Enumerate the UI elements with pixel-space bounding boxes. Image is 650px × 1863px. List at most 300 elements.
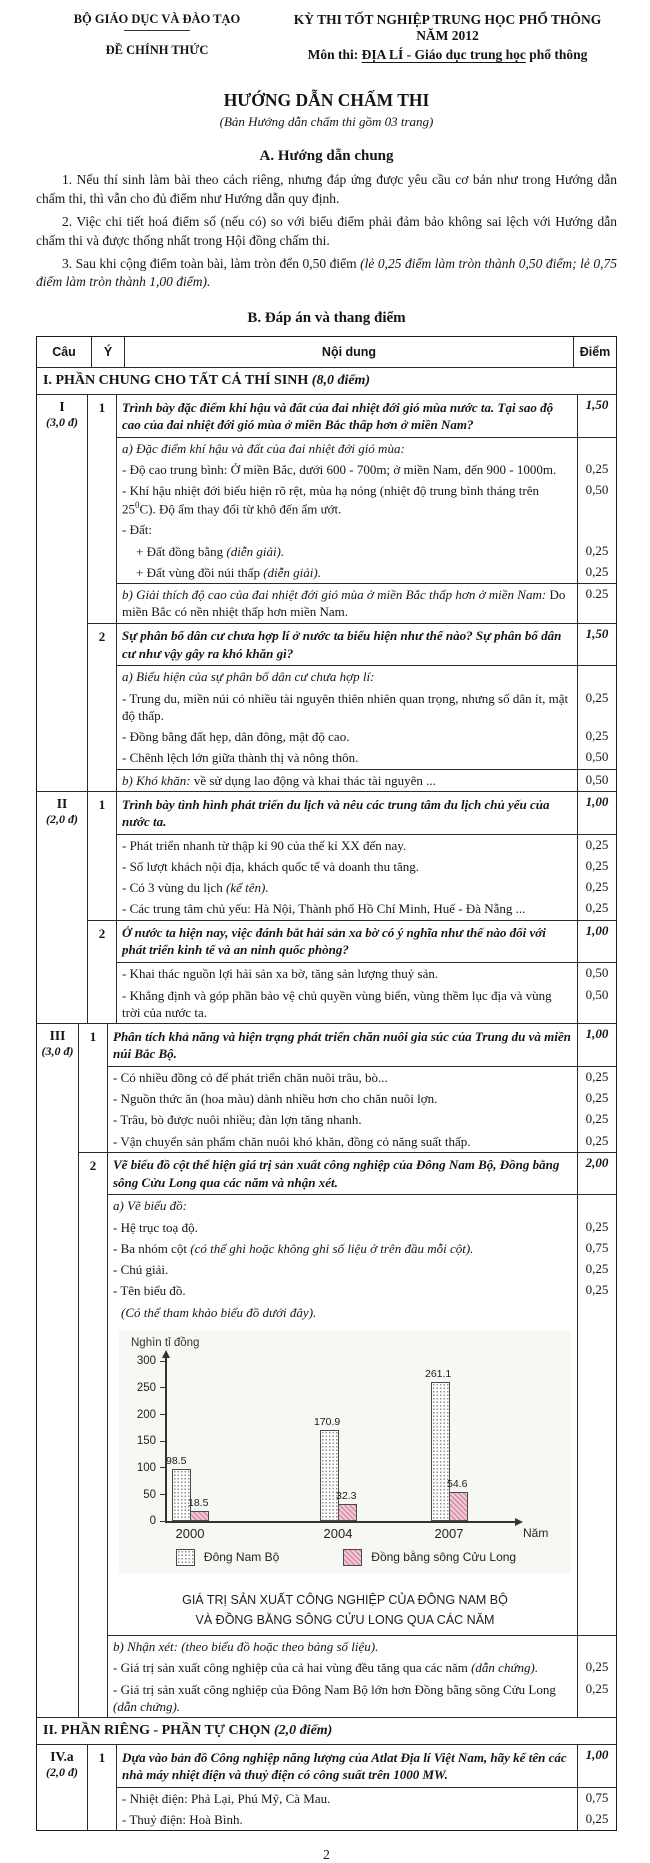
answer-text: [117, 985, 577, 1024]
score-cell: 0,25: [577, 541, 616, 562]
exam-title-block: [278, 12, 617, 63]
guideline-paragraph: [36, 171, 617, 209]
score-cell: 0,50: [577, 480, 616, 519]
score-cell: 0,25: [577, 562, 616, 583]
sub-question-row: [79, 1024, 616, 1152]
question-text-line: [108, 1024, 616, 1066]
score-cell: 0,50: [577, 770, 616, 791]
answer-block: [108, 1153, 616, 1195]
cau-cell: [37, 395, 88, 791]
document-header: [36, 12, 617, 63]
text-run: b) Giải thích độ cao của đai nhiệt đới gió mùa ở miền Bắc thấp hơn ở miền Nam:: [122, 587, 547, 603]
text-run: I. PHẦN CHUNG CHO TẤT CẢ THÍ SINH: [43, 373, 312, 389]
score-cell: 1,50: [577, 395, 616, 437]
sub-question-row: [88, 792, 616, 920]
subject-line: [278, 47, 617, 63]
x-tick-label: 2007: [434, 1526, 464, 1542]
answer-text: [117, 856, 577, 877]
score-cell: 0,25: [577, 1131, 616, 1152]
answer-key-table: [36, 336, 617, 1831]
column-header-y: Ý: [92, 337, 125, 367]
score-cell: [577, 666, 616, 687]
score-cell: 0,50: [577, 985, 616, 1024]
score-cell: 0,25: [577, 1679, 616, 1718]
score-cell: 1,50: [577, 624, 616, 666]
sub-questions: [79, 1024, 616, 1717]
score-cell: 0,25: [577, 1809, 616, 1830]
y-tick-label: 300: [136, 1355, 156, 1368]
score-cell: 2,00: [577, 1153, 616, 1195]
answer-line: [108, 1238, 616, 1259]
score-cell: 1,00: [577, 792, 616, 834]
x-tick-label: 2000: [175, 1526, 205, 1542]
score-cell: 0.25: [577, 584, 616, 623]
answer-line: [117, 835, 616, 856]
bar-dong-nam-bo: [320, 1430, 339, 1521]
legend-item: [343, 1549, 516, 1566]
answer-text: [108, 1217, 577, 1238]
text-run: - Khí hậu nhiệt đới biểu hiện rõ rệt, mùa hạ nóng (nhiệt độ trung bình tháng trên 25: [122, 483, 540, 517]
answer-line: [117, 747, 616, 768]
sub-question-number: 1: [88, 1745, 117, 1830]
sub-questions: [88, 395, 616, 791]
bar-dong-bang-song-cuu-long: [449, 1492, 468, 1521]
text-run: a) Biểu hiện của sự phân bố dân cư chưa hợp lí:: [122, 669, 375, 685]
cau-cell: [37, 792, 88, 1023]
answer-text: [108, 1302, 577, 1323]
question-text-line: [117, 1745, 616, 1787]
chart-legend: [125, 1549, 567, 1570]
score-cell: [577, 438, 616, 459]
answer-text: [117, 726, 577, 747]
subject-prefix: Môn thi:: [307, 47, 362, 62]
answer-line: [108, 1131, 616, 1152]
score-cell: [577, 1302, 616, 1323]
guideline-paragraph: [36, 213, 617, 251]
org-underline: [124, 30, 190, 31]
answer-text: [117, 770, 577, 791]
sub-questions: [88, 1745, 616, 1830]
bar-value-label: 261.1: [425, 1368, 452, 1381]
answer-block: [117, 769, 616, 791]
column-header-noidung: Nội dung: [321, 345, 377, 360]
y-tick-mark: [160, 1414, 165, 1415]
answer-text: [117, 688, 577, 727]
y-tick-label: 150: [136, 1435, 156, 1448]
text-run: 3. Sau khi cộng điểm toàn bài, làm tròn đến 0,50 điểm: [62, 255, 361, 271]
industrial-output-chart: [119, 1330, 571, 1630]
answer-line: [108, 1657, 616, 1678]
score-cell: 1,00: [577, 1745, 616, 1787]
answer-blocks: [117, 921, 616, 1023]
score-cell: [577, 1195, 616, 1216]
answer-line: [117, 898, 616, 919]
y-axis-unit-label: Nghìn tỉ đồng: [131, 1337, 200, 1350]
answer-line: [117, 459, 616, 480]
score-cell: 0,50: [577, 963, 616, 984]
answer-blocks: [108, 1153, 616, 1717]
answer-text: [117, 1788, 577, 1809]
answer-line: [108, 1067, 616, 1088]
bar-dong-bang-song-cuu-long: [338, 1504, 357, 1521]
answer-block: [117, 583, 616, 623]
text-run: + Đất đồng bằng: [136, 543, 227, 559]
sub-question-row: [88, 623, 616, 791]
answer-text: [117, 1745, 577, 1787]
text-run: - Nhiệt điện: Phả Lại, Phú Mỹ, Cà Mau.: [122, 1790, 331, 1806]
legend-label: Đồng bằng sông Cửu Long: [371, 1549, 517, 1564]
text-run: 1. Nếu thí sinh làm bài theo cách riêng, nhưng đáp ứng được yêu cầu cơ bản như trong Hướng dẫn chấm thi, thì vẫn cho đủ điểm như Hướng dẫn quy định.: [36, 172, 617, 206]
cau-cell: [37, 1024, 79, 1717]
text-run: 2. Việc chi tiết hoá điểm số (nếu có) so với biểu điểm phải đảm bảo không sai lệch với Hướng dẫn chấm thi và được thống nhất trong Hội đồng chấm thi.: [36, 213, 617, 248]
y-tick-mark: [160, 1467, 165, 1468]
answer-text: [108, 1679, 577, 1718]
y-axis: [165, 1357, 167, 1522]
answer-text: [117, 438, 577, 459]
question-row-i: [37, 394, 616, 791]
bar-value-label: 54.6: [447, 1478, 468, 1491]
answer-text: [108, 1280, 577, 1301]
answer-text: [108, 1131, 577, 1152]
answer-line: [108, 1636, 616, 1657]
text-run: - Trâu, bò được nuôi nhiều; đàn lợn tăng nhanh.: [113, 1112, 362, 1128]
text-run: - Phát triển nhanh từ thập kỉ 90 của thế kỉ XX đến nay.: [122, 837, 407, 853]
x-tick-label: 2004: [323, 1526, 353, 1542]
text-run: - Độ cao trung bình: Ở miền Bắc, dưới 600 - 700m; ở miền Nam, đến 900 - 1000m.: [122, 462, 557, 478]
y-tick-mark: [160, 1494, 165, 1495]
answer-block: [117, 834, 616, 920]
answer-blocks: [108, 1024, 616, 1152]
text-run: - Tên biểu đồ.: [113, 1283, 186, 1299]
issuing-org-name: BỘ GIÁO DỤC VÀ ĐÀO TẠO: [73, 12, 241, 26]
answer-line: [108, 1302, 616, 1323]
question-points: (2,0 đ): [46, 812, 78, 827]
text-run: Trình bày đặc điểm khí hậu và đất của đai nhiệt đới gió mùa nước ta. Tại sao độ cao của đai nhiệt đới gió mùa ở miền Bắc thấp hơn ở miền Nam?: [122, 399, 554, 433]
score-cell: 0,25: [577, 1088, 616, 1109]
answer-line: [108, 1109, 616, 1130]
document-title: HƯỚNG DẪN CHẤM THI: [223, 90, 430, 110]
y-tick-label: 100: [136, 1461, 156, 1474]
text-run: - Các trung tâm chủ yếu: Hà Nội, Thành phố Hồ Chí Minh, Huế - Đà Nẵng ...: [122, 901, 526, 917]
answer-line: [117, 963, 616, 984]
answer-line: [108, 1323, 616, 1635]
subject-name: ĐỊA LÍ - Giáo dục trung học: [361, 47, 526, 62]
answer-line: [108, 1679, 616, 1718]
answer-text: [117, 921, 577, 963]
answer-line: [117, 438, 616, 459]
section-banner-row: [37, 1717, 616, 1744]
answer-block: [117, 1787, 616, 1831]
text-run: Do miền Bắc có nền nhiệt thấp hơn miền Nam.: [122, 587, 566, 620]
text-run: Vẽ biểu đồ cột thể hiện giá trị sản xuất công nghiệp của Đông Nam Bộ, Đồng bằng sông Cửu Long qua các năm và nhận xét.: [113, 1157, 560, 1190]
text-run: (lẻ 0,25 điểm làm tròn thành 0,50 điểm; lẻ 0,75 điểm làm tròn thành 1,00 điểm).: [36, 255, 617, 290]
text-run: (Có thể tham khảo biểu đồ dưới đây).: [121, 1304, 317, 1320]
question-text-line: [117, 792, 616, 834]
bar-value-label: 98.5: [166, 1454, 187, 1467]
question-text-line: [108, 1153, 616, 1195]
answer-text: [108, 1636, 577, 1657]
general-guidelines: [36, 171, 617, 292]
text-run: - Giá trị sản xuất công nghiệp của Đông Nam Bộ lớn hơn Đồng bằng sông Cửu Long: [113, 1681, 556, 1697]
bar-dong-nam-bo: [431, 1382, 450, 1521]
text-run: (có thể ghi hoặc không ghi số liệu ở trên đầu mỗi cột).: [190, 1240, 474, 1256]
answer-line: [117, 480, 616, 519]
answer-text: [117, 459, 577, 480]
question-text-line: [117, 921, 616, 963]
score-cell: [577, 1323, 616, 1635]
answer-text: [108, 1088, 577, 1109]
answer-block: [117, 624, 616, 666]
chart-title-line: VÀ ĐỒNG BẰNG SÔNG CỬU LONG QUA CÁC NĂM: [195, 1612, 495, 1627]
legend-label: Đông Nam Bộ: [203, 1549, 280, 1564]
answer-line: [117, 584, 616, 623]
column-header-diem: Điểm: [573, 337, 616, 367]
text-run: - Đất:: [122, 522, 152, 538]
score-cell: 0,25: [577, 1109, 616, 1130]
answer-line: [117, 688, 616, 727]
question-number: I: [59, 399, 65, 415]
official-exam-label: ĐỀ CHÍNH THỨC: [105, 43, 209, 57]
text-run: II. PHẦN RIÊNG - PHẦN TỰ CHỌN: [43, 1723, 275, 1739]
answer-line: [117, 562, 616, 583]
score-cell: 0,25: [577, 1259, 616, 1280]
score-cell: 0,25: [577, 835, 616, 856]
answer-text: [108, 1259, 577, 1280]
score-cell: 0,25: [577, 688, 616, 727]
question-points: (3,0 đ): [46, 415, 78, 430]
subject-suffix: phổ thông: [525, 47, 588, 62]
text-run: - Thuỷ điện: Hoà Bình.: [122, 1812, 243, 1828]
chart-title-line: GIÁ TRỊ SẢN XUẤT CÔNG NGHIỆP CỦA ĐÔNG NAM BỘ: [182, 1593, 508, 1608]
answer-block: [117, 437, 616, 583]
answer-blocks: [117, 792, 616, 920]
answer-line: [108, 1088, 616, 1109]
chart-cell: [108, 1323, 577, 1635]
x-axis: [165, 1521, 517, 1523]
chart-plot-area: [125, 1351, 567, 1547]
answer-text: [117, 835, 577, 856]
text-run: - Ba nhóm cột: [113, 1240, 191, 1256]
answer-text: [117, 584, 577, 623]
score-cell: 0,75: [577, 1238, 616, 1259]
bar-value-label: 170.9: [314, 1416, 341, 1429]
answer-block: [108, 1024, 616, 1066]
answer-line: [117, 541, 616, 562]
sub-question-number: 2: [79, 1153, 108, 1717]
x-axis-title: Năm: [523, 1526, 549, 1541]
y-tick-mark: [160, 1521, 165, 1522]
y-tick-label: 250: [136, 1381, 156, 1394]
answer-line: [117, 770, 616, 791]
sub-question-row: [79, 1152, 616, 1717]
score-cell: 0,25: [577, 1217, 616, 1238]
exam-name: KỲ THI TỐT NGHIỆP TRUNG HỌC PHỔ THÔNG NĂM 2012: [293, 12, 602, 43]
sub-question-number: 1: [79, 1024, 108, 1152]
answer-text: [108, 1657, 577, 1678]
issuing-org-block: [36, 12, 278, 63]
score-cell: 0,75: [577, 1788, 616, 1809]
score-cell: 0,25: [577, 726, 616, 747]
answer-text: [108, 1024, 577, 1066]
bar-value-label: 18.5: [188, 1497, 209, 1510]
question-text-line: [117, 624, 616, 666]
text-run: - Hệ trục toạ độ.: [113, 1219, 198, 1235]
text-run: - Nguồn thức ăn (hoa màu) dành nhiều hơn cho chăn nuôi lợn.: [113, 1090, 438, 1106]
text-run: - Khai thác nguồn lợi hải sản xa bờ, tăng sản lượng thuỷ sản.: [122, 966, 439, 982]
answer-block: [108, 1066, 616, 1152]
sub-question-row: [88, 920, 616, 1023]
text-run: a) Đặc điểm khí hậu và đất của đai nhiệt đới gió mùa:: [122, 440, 405, 456]
answer-text: [117, 963, 577, 984]
answer-text: [117, 480, 577, 519]
text-run: + Đất vùng đồi núi thấp: [136, 564, 264, 580]
answer-text: [117, 624, 577, 666]
answer-text: [108, 1238, 577, 1259]
answer-block: [117, 1745, 616, 1787]
score-cell: 1,00: [577, 1024, 616, 1066]
text-run: Ở nước ta hiện nay, việc đánh bắt hải sản xa bờ có ý nghĩa như thế nào đối với phát triển kinh tế và an ninh quốc phòng?: [122, 925, 546, 958]
sub-question-number: 1: [88, 395, 117, 622]
answer-text: [117, 395, 577, 437]
text-run: b) Khó khăn:: [122, 772, 191, 788]
answer-text: [117, 1809, 577, 1830]
text-run: (2,0 điểm): [274, 1723, 333, 1739]
score-cell: 0,25: [577, 1067, 616, 1088]
text-run: C). Độ ẩm thay đổi từ khô đến ẩm ướt.: [139, 501, 342, 517]
answer-text: [117, 877, 577, 898]
answer-text: [117, 747, 577, 768]
table-body: [37, 367, 616, 1830]
chart-title: [119, 1591, 571, 1630]
answer-line: [117, 666, 616, 687]
text-run: - Giá trị sản xuất công nghiệp của cả hai vùng đều tăng qua các năm: [113, 1660, 472, 1676]
sub-question-number: 1: [88, 792, 117, 920]
y-tick-mark: [160, 1387, 165, 1388]
answer-block: [117, 395, 616, 437]
text-run: 0: [135, 499, 140, 510]
text-run: - Trung du, miền núi có nhiều tài nguyên thiên nhiên quan trọng, nhưng số dân ít, mật độ thấp.: [122, 690, 569, 723]
page-number: 2: [323, 1847, 330, 1863]
answer-block: [108, 1635, 616, 1717]
x-axis-arrow: [515, 1518, 523, 1526]
answer-block: [117, 962, 616, 1023]
answer-blocks: [117, 1745, 616, 1830]
answer-blocks: [117, 395, 616, 622]
y-axis-arrow: [162, 1350, 170, 1358]
sub-questions: [88, 792, 616, 1023]
text-run: (dẫn chứng).: [113, 1698, 181, 1714]
section-banner-row: [37, 367, 616, 394]
question-row-iii: [37, 1023, 616, 1717]
answer-text: [117, 519, 577, 540]
answer-line: [117, 726, 616, 747]
answer-text: [117, 792, 577, 834]
section-b-heading: B. Đáp án và thang điểm: [247, 310, 406, 327]
y-tick-label: 0: [149, 1515, 156, 1528]
answer-text: [117, 541, 577, 562]
cau-cell: [37, 1745, 88, 1830]
text-run: Trình bày tình hình phát triển du lịch và nêu các trung tâm du lịch chủ yếu của nước ta.: [122, 796, 550, 829]
section-a-heading: A. Hướng dẫn chung: [259, 148, 394, 164]
score-cell: 0,25: [577, 1280, 616, 1301]
table-header-row: [37, 337, 616, 367]
legend-swatch-dong-bang-song-cuu-long: [343, 1549, 362, 1566]
guideline-paragraph: [36, 255, 617, 293]
answer-text: [117, 898, 577, 919]
answer-text: [108, 1109, 577, 1130]
question-points: (2,0 đ): [46, 1765, 78, 1780]
text-run: (dẫn chứng).: [471, 1660, 539, 1676]
chart-image-area: [119, 1330, 571, 1574]
y-tick-mark: [160, 1361, 165, 1362]
y-tick-mark: [160, 1441, 165, 1442]
sub-question-row: [88, 1745, 616, 1830]
column-header-cau: Câu: [37, 337, 92, 367]
question-row-iv.a: [37, 1744, 616, 1830]
score-cell: 0,50: [577, 747, 616, 768]
text-run: (kể tên).: [226, 880, 269, 896]
bar-value-label: 32.3: [336, 1490, 357, 1503]
y-tick-label: 200: [136, 1408, 156, 1421]
answer-line: [108, 1217, 616, 1238]
text-run: - Chú giải.: [113, 1262, 169, 1278]
legend-item: [176, 1549, 279, 1566]
text-run: - Khẳng định và góp phần bảo vệ chủ quyền vùng biển, vùng thềm lục địa và vùng trời của nước ta.: [122, 987, 552, 1020]
sub-question-number: 2: [88, 921, 117, 1023]
y-tick-label: 50: [143, 1488, 156, 1501]
text-run: a) Vẽ biểu đồ:: [113, 1198, 188, 1214]
score-cell: 0,25: [577, 1657, 616, 1678]
answer-line: [117, 519, 616, 540]
text-run: về sử dụng lao động và khai thác tài nguyên ...: [190, 772, 436, 788]
score-cell: 0,25: [577, 856, 616, 877]
text-run: Sự phân bố dân cư chưa hợp lí ở nước ta biểu hiện như thế nào? Sự phân bố dân cư như vậy gây ra khó khăn gì?: [122, 628, 562, 661]
text-run: (diễn giải).: [263, 564, 321, 580]
answer-text: [117, 666, 577, 687]
text-run: - Đồng bằng đất hẹp, dân đông, mật độ cao.: [122, 729, 350, 745]
question-points: (3,0 đ): [41, 1044, 74, 1059]
sub-question-number: 2: [88, 624, 117, 791]
bar-dong-bang-song-cuu-long: [190, 1511, 209, 1521]
answer-line: [117, 877, 616, 898]
score-cell: [577, 519, 616, 540]
text-run: - Có 3 vùng du lịch: [122, 880, 226, 896]
score-cell: [577, 1636, 616, 1657]
answer-block: [117, 665, 616, 768]
answer-block: [117, 921, 616, 963]
bar-dong-nam-bo: [172, 1469, 191, 1522]
text-run: - Số lượt khách nội địa, khách quốc tế và doanh thu tăng.: [122, 858, 419, 874]
answer-line: [117, 1809, 616, 1830]
answer-text: [108, 1153, 577, 1195]
answer-line: [117, 1788, 616, 1809]
answer-blocks: [117, 624, 616, 791]
question-number: II: [56, 796, 68, 812]
legend-swatch-dong-nam-bo: [176, 1549, 195, 1566]
question-number: III: [49, 1028, 66, 1044]
answer-text: [117, 562, 577, 583]
document-subtitle: (Bản Hướng dẫn chấm thi gồm 03 trang): [219, 114, 434, 129]
score-cell: 1,00: [577, 921, 616, 963]
question-text-line: [117, 395, 616, 437]
answer-line: [117, 856, 616, 877]
score-cell: 0,25: [577, 898, 616, 919]
text-run: Phân tích khả năng và hiện trạng phát triển chăn nuôi gia súc của Trung du và miền núi Bắc Bộ.: [113, 1028, 571, 1061]
answer-line: [108, 1195, 616, 1216]
answer-line: [108, 1259, 616, 1280]
answer-line: [108, 1280, 616, 1301]
score-cell: 0,25: [577, 877, 616, 898]
